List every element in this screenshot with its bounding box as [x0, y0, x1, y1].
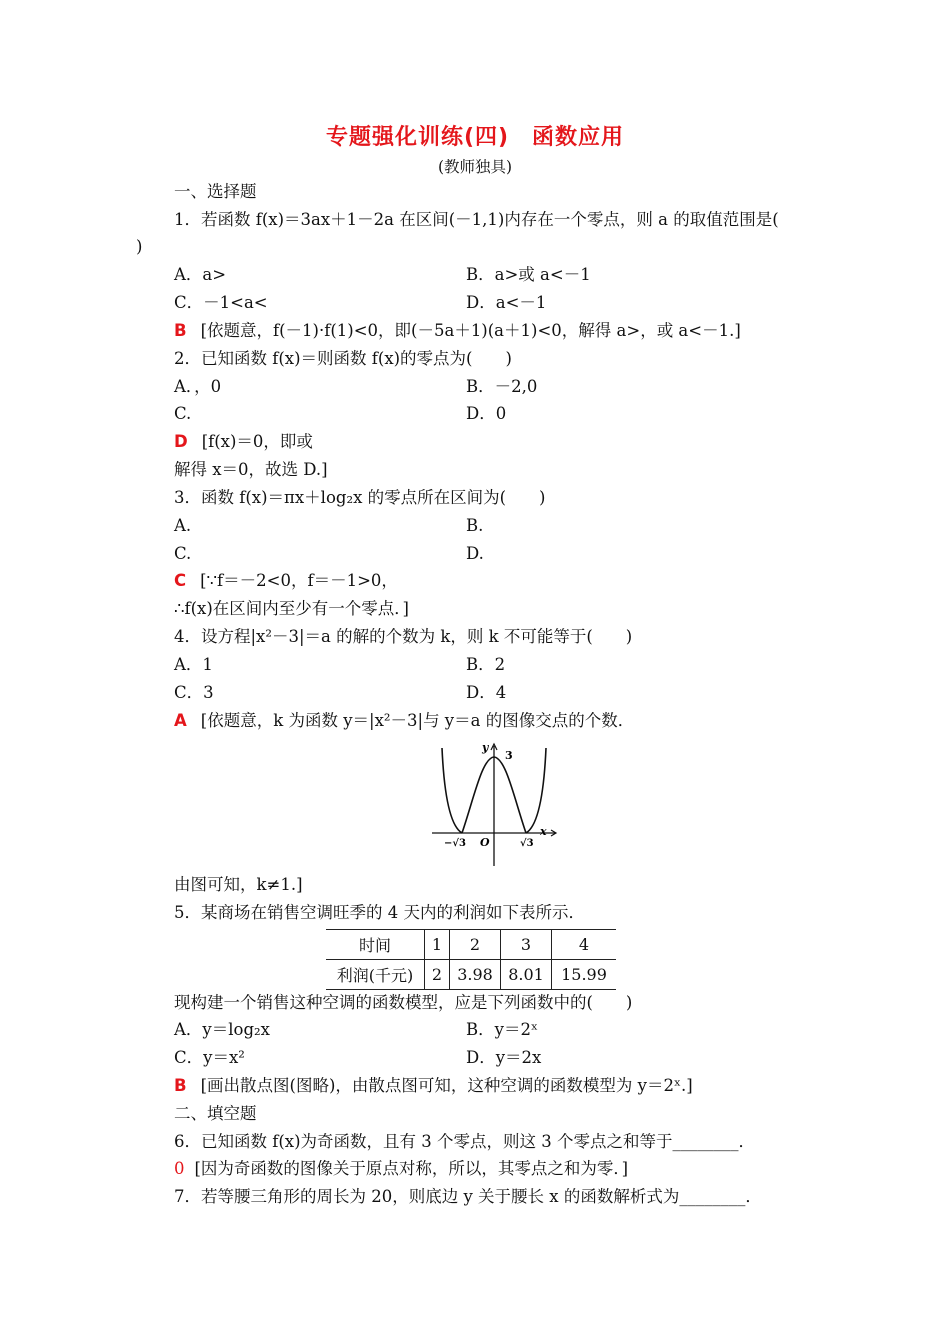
q2-answer: D — [174, 432, 188, 451]
q3-option-c: C. — [174, 544, 192, 563]
q1-option-b: B．a>或 a<－1 — [466, 265, 591, 284]
q1-explanation: [依题意，f(－1)·f(1)<0，即(－5a＋1)(a＋1)<0，解得 a>，或 a<－1.] — [200, 321, 741, 340]
q4-option-d: D．4 — [466, 683, 507, 702]
q4-explanation: [依题意，k 为函数 y＝|x²－3|与 y＝a 的图像交点的个数． — [200, 711, 635, 730]
q6-explanation: [因为奇函数的图像关于原点对称，所以，其零点之和为零．] — [194, 1159, 629, 1178]
q4-option-b: B．2 — [466, 655, 506, 674]
q2-stem: 2．已知函数 f(x)＝则函数 f(x)的零点为( ) — [174, 349, 512, 368]
q5-option-b: B．y＝2ˣ — [466, 1020, 538, 1039]
table-cell: 1 — [425, 930, 450, 960]
table-row — [326, 930, 616, 960]
q3-option-b: B. — [466, 516, 484, 535]
q4-stem: 4．设方程|x²－3|＝a 的解的个数为 k，则 k 不可能等于( ) — [174, 627, 633, 646]
table-cell: 3.98 — [450, 960, 501, 990]
q5-option-a: A．y＝log₂x — [174, 1020, 270, 1039]
x-axis-label: x — [540, 825, 547, 838]
q5-stem-cont: 现构建一个销售这种空调的函数模型，应是下列函数中的( ) — [174, 993, 633, 1012]
q7-stem: 7．若等腰三角形的周长为 20，则底边 y 关于腰长 x 的函数解析式为________． — [174, 1187, 762, 1206]
q1-stem: 1．若函数 f(x)＝3ax＋1－2a 在区间(－1,1)内存在一个零点，则 a 的取值范围是( — [174, 210, 779, 229]
table-row — [326, 960, 616, 990]
right-branch-curve — [526, 748, 546, 833]
q5-answer: B — [174, 1076, 187, 1095]
q5-option-c: C．y＝x² — [174, 1048, 245, 1067]
origin-label: O — [480, 836, 490, 849]
q6-solution — [174, 1158, 628, 1180]
table-cell: 15.99 — [552, 960, 617, 990]
q3-option-a: A. — [174, 516, 192, 535]
table-cell: 时间 — [326, 930, 425, 960]
q3-option-d: D. — [466, 544, 484, 563]
table-cell: 3 — [501, 930, 552, 960]
y-axis-label: y — [482, 741, 489, 754]
table-cell: 2 — [450, 930, 501, 960]
section-heading-fill: 二、填空题 — [174, 1104, 257, 1123]
q1-option-c: C．－1<a< — [174, 293, 268, 312]
q3-explanation: [∵f＝－2<0，f＝－1>0， — [200, 571, 398, 590]
section-heading-choice: 一、选择题 — [174, 182, 257, 201]
q2-option-d: D．0 — [466, 404, 507, 423]
q2-option-c: C. — [174, 404, 192, 423]
table-cell: 4 — [552, 930, 617, 960]
q3-solution — [174, 570, 398, 592]
profit-table — [326, 929, 616, 990]
q2-option-a: A．，0 — [174, 377, 222, 396]
q5-solution — [174, 1075, 693, 1097]
q1-solution — [174, 320, 741, 342]
q1-option-d: D．a<－1 — [466, 293, 547, 312]
pos-root-label: √3 — [520, 838, 534, 849]
q4-answer: A — [174, 711, 187, 730]
q2-explanation: [f(x)＝0，即或 — [201, 432, 313, 451]
q2-solution — [174, 431, 313, 453]
table-cell: 利润(千元) — [326, 960, 425, 990]
page-subtitle: (教师独具) — [437, 158, 513, 176]
peak-label: 3 — [505, 749, 513, 762]
left-branch-curve — [442, 748, 462, 833]
q4-option-a: A．1 — [174, 655, 213, 674]
q5-explanation: [画出散点图(图略)，由散点图可知，这种空调的函数模型为 y＝2ˣ.] — [200, 1076, 693, 1095]
q5-stem: 5．某商场在销售空调旺季的 4 天内的利润如下表所示． — [174, 903, 585, 922]
table-cell: 2 — [425, 960, 450, 990]
q3-explanation-cont: ∴f(x)在区间内至少有一个零点．] — [174, 599, 409, 618]
page-title: 专题强化训练(四) 函数应用 — [325, 125, 625, 150]
q2-explanation-cont: 解得 x＝0，故选 D.] — [174, 460, 328, 479]
abs-function-graph — [430, 738, 560, 868]
q1-stem-cont: ) — [136, 237, 143, 256]
q5-option-d: D．y＝2x — [466, 1048, 542, 1067]
q3-answer: C — [174, 571, 187, 590]
table-cell: 8.01 — [501, 960, 552, 990]
q6-answer: 0 — [174, 1159, 185, 1178]
q4-solution — [174, 710, 634, 732]
q2-option-b: B．－2,0 — [466, 377, 538, 396]
q1-answer: B — [174, 321, 187, 340]
q6-stem: 6．已知函数 f(x)为奇函数，且有 3 个零点，则这 3 个零点之和等于________． — [174, 1132, 756, 1151]
q1-option-a: A．a> — [174, 265, 227, 284]
q3-stem: 3．函数 f(x)＝πx＋log₂x 的零点所在区间为( ) — [174, 488, 546, 507]
q4-explanation-end: 由图可知，k≠1.] — [174, 875, 303, 894]
neg-root-label: −√3 — [444, 838, 466, 849]
q4-option-c: C．3 — [174, 683, 214, 702]
